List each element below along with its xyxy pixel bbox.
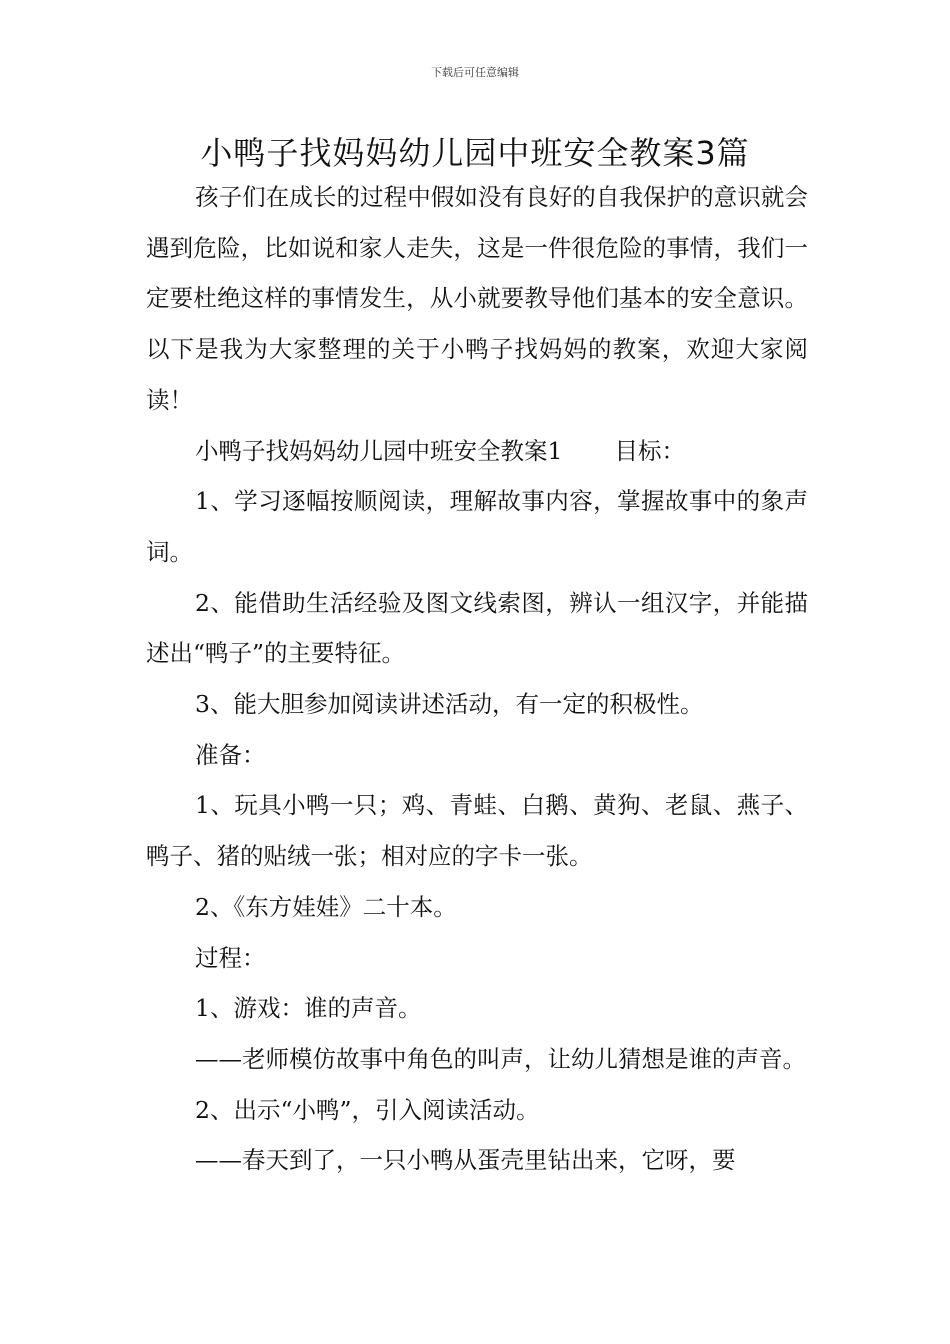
goal-item-1: 1、学习逐幅按顺阅读，理解故事内容，掌握故事中的象声词。: [146, 487, 808, 566]
document-title: 小鸭子找妈妈幼儿园中班安全教案3篇: [200, 134, 750, 172]
process-step-2: 2、出示“小鸭”，引入阅读活动。: [195, 1095, 540, 1124]
document-body: [146, 172, 808, 1186]
intro-paragraph: 孩子们在成长的过程中假如没有良好的自我保护的意识就会遇到危险，比如说和家人走失，这是一件很危险的事情，我们一定要杜绝这样的事情发生，从小就要教导他们基本的安全意识。以下是我为大家整理的关于小鸭子找妈妈的教案，欢迎大家阅读！: [146, 183, 808, 414]
process-step-1: 1、游戏：谁的声音。: [195, 994, 422, 1023]
preparation-item-2: 2、《东方娃娃》二十本。: [195, 892, 457, 921]
process-step-1-detail: ——老师模仿故事中角色的叫声，让幼儿猜想是谁的声音。: [195, 1044, 806, 1073]
lesson-heading-paragraph: [146, 426, 808, 477]
preparation-label: 准备：: [195, 740, 266, 769]
process-step-2-detail: ——春天到了，一只小鸭从蛋壳里钻出来，它呀，要: [195, 1146, 736, 1175]
goal-item-3: 3、能大胆参加阅读讲述活动，有一定的积极性。: [195, 690, 704, 719]
lesson-title: 小鸭子找妈妈幼儿园中班安全教案1: [195, 436, 563, 465]
header-note: 下载后可任意编辑: [431, 66, 519, 79]
process-label: 过程：: [195, 943, 266, 972]
goals-label: 目标：: [614, 436, 685, 465]
goal-item-2: 2、能借助生活经验及图文线索图，辨认一组汉字，并能描述出“鸭子”的主要特征。: [146, 588, 808, 668]
preparation-item-1: 1、玩具小鸭一只；鸡、青蛙、白鹅、黄狗、老鼠、燕子、鸭子、猪的贴绒一张；相对应的字卡一张。: [146, 791, 808, 871]
